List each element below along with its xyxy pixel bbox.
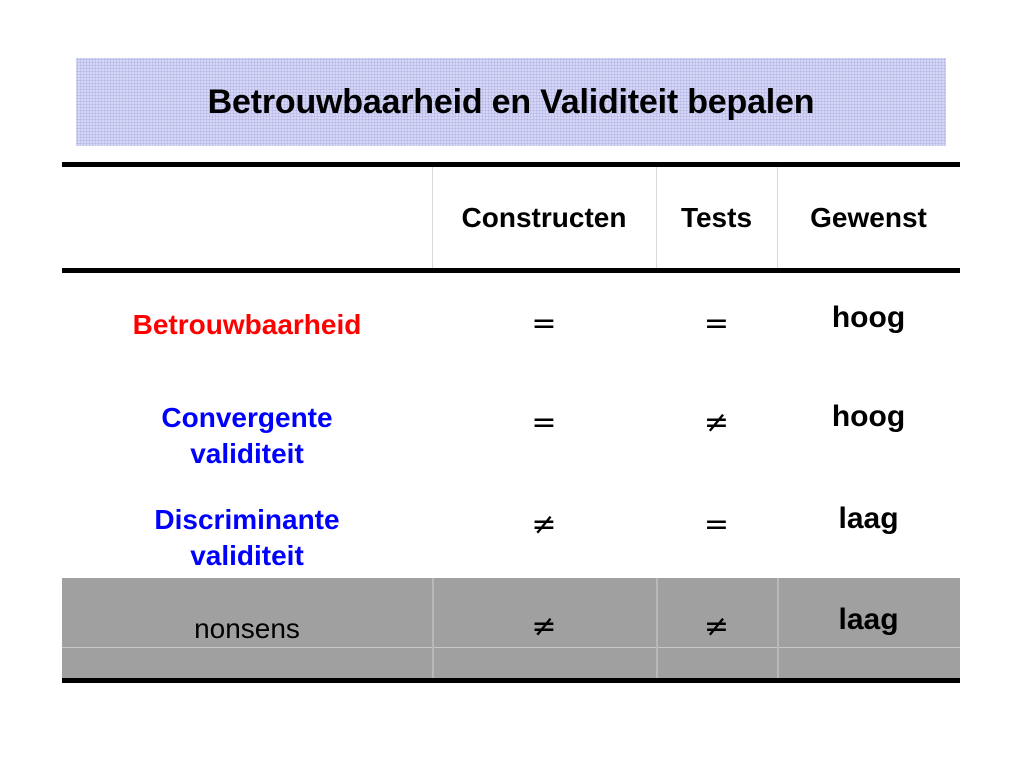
- cell-convergente-constructen: =: [531, 404, 557, 440]
- table-bottom-rule: [62, 678, 960, 683]
- row-label-discriminante-validiteit: Discriminante validiteit: [154, 504, 340, 571]
- table-header-rule: [62, 268, 960, 273]
- header-tests: Tests: [680, 201, 753, 233]
- row-label-nonsens: nonsens: [194, 613, 300, 644]
- cell-nonsens-constructen: ≠: [531, 608, 557, 644]
- cell-nonsens-tests: ≠: [703, 608, 730, 644]
- cell-betrouwbaarheid-tests: =: [703, 305, 730, 341]
- row-label-convergente-validiteit: Convergente validiteit: [161, 402, 333, 469]
- title-box: [76, 58, 946, 146]
- cell-convergente-tests: ≠: [703, 404, 730, 440]
- slide-title: Betrouwbaarheid en Validiteit bepalen: [207, 82, 815, 121]
- cell-discriminante-gewenst: laag: [838, 502, 899, 535]
- cell-discriminante-constructen: ≠: [531, 506, 557, 542]
- row-label-betrouwbaarheid: Betrouwbaarheid: [132, 309, 362, 340]
- cell-nonsens-gewenst: laag: [838, 603, 899, 636]
- cell-betrouwbaarheid-gewenst: hoog: [831, 301, 906, 334]
- cell-betrouwbaarheid-constructen: =: [531, 305, 557, 341]
- header-constructen: Constructen: [461, 201, 627, 233]
- header-gewenst: Gewenst: [810, 201, 927, 233]
- cell-discriminante-tests: =: [703, 506, 730, 542]
- cell-convergente-gewenst: hoog: [831, 400, 906, 433]
